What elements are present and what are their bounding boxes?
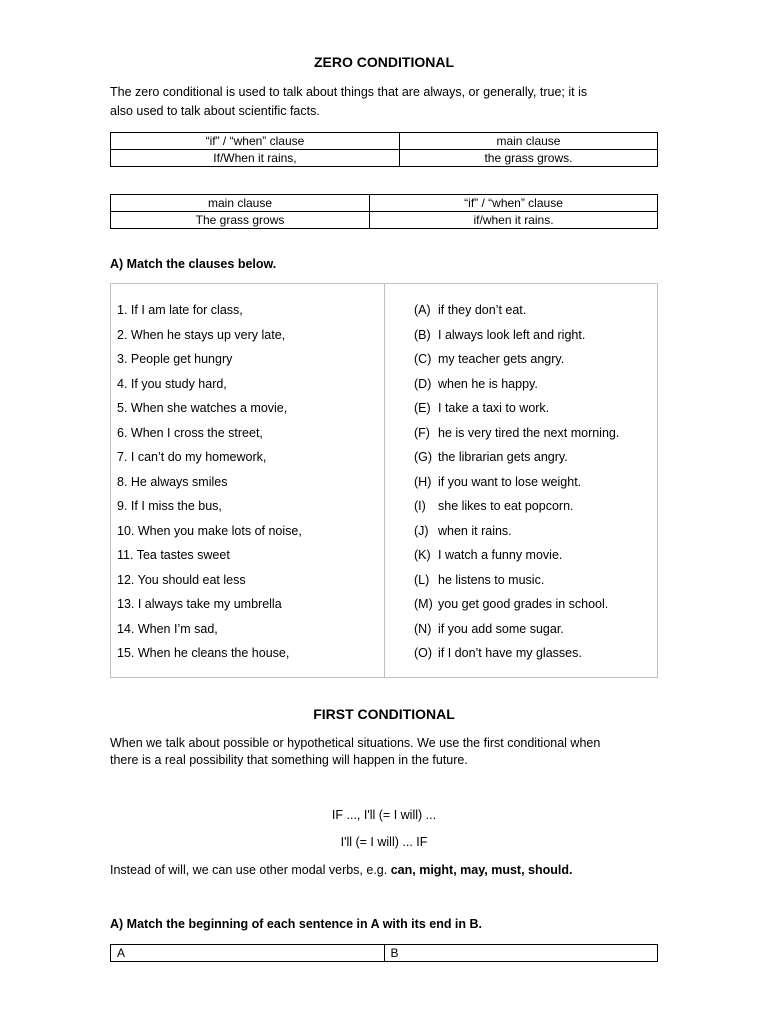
option-letter: (J)	[414, 523, 429, 538]
clause-ending-item	[414, 543, 619, 568]
zero-conditional-intro	[110, 83, 658, 121]
clause-item: 13. I always take my umbrella	[117, 597, 282, 611]
clause-list-right	[414, 298, 619, 666]
table-header: “if” / “when” clause	[111, 133, 400, 150]
option-letter: (A)	[414, 303, 431, 317]
clause-ending-item	[414, 592, 619, 617]
option-letter: (E)	[414, 401, 431, 415]
option-text: if you want to lose weight.	[438, 474, 582, 489]
option-letter: (B)	[414, 327, 431, 342]
option-text: you get good grades in school.	[438, 597, 609, 611]
structure-table-main-first	[110, 194, 658, 229]
column-divider	[384, 284, 385, 677]
option-letter: (C)	[414, 352, 432, 366]
clause-item: 10. When you make lots of noise,	[117, 523, 302, 538]
intro-line-1: The zero conditional is used to talk about things that are always, or generally, true; it is	[110, 85, 588, 99]
column-a-header: A	[111, 945, 385, 962]
clause-item: 1. If I am late for class,	[117, 303, 243, 317]
intro-line-1: When we talk about possible or hypothetical situations. We use the first conditional when	[110, 736, 601, 750]
table-cell: If/When it rains,	[111, 150, 400, 167]
first-conditional-title: FIRST CONDITIONAL	[313, 706, 455, 722]
match-a-b-table	[110, 944, 658, 962]
clause-ending-item	[414, 347, 619, 372]
table-header: main clause	[399, 133, 657, 150]
clause-item: 6. When I cross the street,	[117, 425, 263, 440]
option-letter: (M)	[414, 597, 433, 611]
option-text: if I don’t have my glasses.	[438, 646, 582, 660]
option-text: I watch a funny movie.	[438, 548, 563, 562]
modal-list: can, might, may, must, should.	[390, 863, 573, 877]
clause-item: 7. I can’t do my homework,	[117, 450, 267, 464]
modal-verbs-note	[110, 861, 658, 880]
clause-item: 9. If I miss the bus,	[117, 499, 222, 513]
option-text: I always look left and right.	[438, 327, 586, 342]
first-exercise-title: A) Match the beginning of each sentence in A with its end in B.	[110, 917, 483, 931]
option-text: when he is happy.	[438, 376, 538, 391]
clause-ending-item	[414, 396, 619, 421]
table-cell: if/when it rains.	[370, 212, 658, 229]
clause-ending-item	[414, 323, 619, 348]
clause-item: 11. Tea tastes sweet	[117, 548, 230, 562]
clause-item: 12. You should eat less	[117, 572, 246, 587]
clause-ending-item	[414, 372, 619, 397]
formula-if-first: IF ..., I'll (= I will) ...	[331, 808, 437, 822]
table-header: main clause	[111, 195, 370, 212]
option-letter: (H)	[414, 474, 432, 489]
option-text: I take a taxi to work.	[438, 401, 550, 415]
clause-ending-item	[414, 519, 619, 544]
option-letter: (F)	[414, 425, 430, 440]
clause-item: 5. When she watches a movie,	[117, 401, 288, 415]
clause-item: 2. When he stays up very late,	[117, 327, 286, 342]
option-text: my teacher gets angry.	[438, 352, 565, 366]
clause-ending-item	[414, 641, 619, 666]
intro-line-2: there is a real possibility that something will happen in the future.	[110, 753, 468, 767]
clause-ending-item	[414, 298, 619, 323]
option-letter: (G)	[414, 450, 433, 464]
modal-prefix: Instead of will, we can use other modal verbs, e.g.	[110, 863, 388, 877]
clause-item: 8. He always smiles	[117, 474, 228, 489]
clause-list-left	[117, 298, 302, 666]
clause-ending-item	[414, 470, 619, 495]
option-letter: (D)	[414, 376, 432, 391]
option-letter: (L)	[414, 572, 430, 587]
option-text: when it rains.	[438, 523, 512, 538]
zero-conditional-title: ZERO CONDITIONAL	[314, 54, 454, 70]
clause-ending-item	[414, 421, 619, 446]
clause-ending-item	[414, 568, 619, 593]
option-text: if they don’t eat.	[438, 303, 527, 317]
option-letter: (I)	[414, 499, 426, 513]
option-text: if you add some sugar.	[438, 621, 564, 636]
clause-item: 14. When I’m sad,	[117, 621, 218, 636]
table-header: “if” / “when” clause	[370, 195, 658, 212]
intro-line-2: also used to talk about scientific facts.	[110, 104, 320, 118]
clause-ending-item	[414, 445, 619, 470]
first-conditional-intro	[110, 735, 658, 769]
table-cell: The grass grows	[111, 212, 370, 229]
clause-item: 4. If you study hard,	[117, 376, 227, 391]
option-letter: (O)	[414, 646, 433, 660]
option-text: she likes to eat popcorn.	[438, 499, 574, 513]
clause-item: 3. People get hungry	[117, 352, 233, 366]
option-letter: (K)	[414, 548, 431, 562]
option-letter: (N)	[414, 621, 432, 636]
clause-ending-item	[414, 617, 619, 642]
matching-exercise-box	[110, 283, 658, 678]
option-text: the librarian gets angry.	[438, 450, 568, 464]
clause-item: 15. When he cleans the house,	[117, 646, 290, 660]
structure-table-if-first	[110, 132, 658, 167]
clause-ending-item	[414, 494, 619, 519]
option-text: he listens to music.	[438, 572, 545, 587]
column-b-header: B	[384, 945, 658, 962]
table-cell: the grass grows.	[399, 150, 657, 167]
formula-will-first: I'll (= I will) ... IF	[340, 835, 428, 849]
option-text: he is very tired the next morning.	[438, 425, 620, 440]
zero-exercise-title: A) Match the clauses below.	[110, 257, 277, 271]
